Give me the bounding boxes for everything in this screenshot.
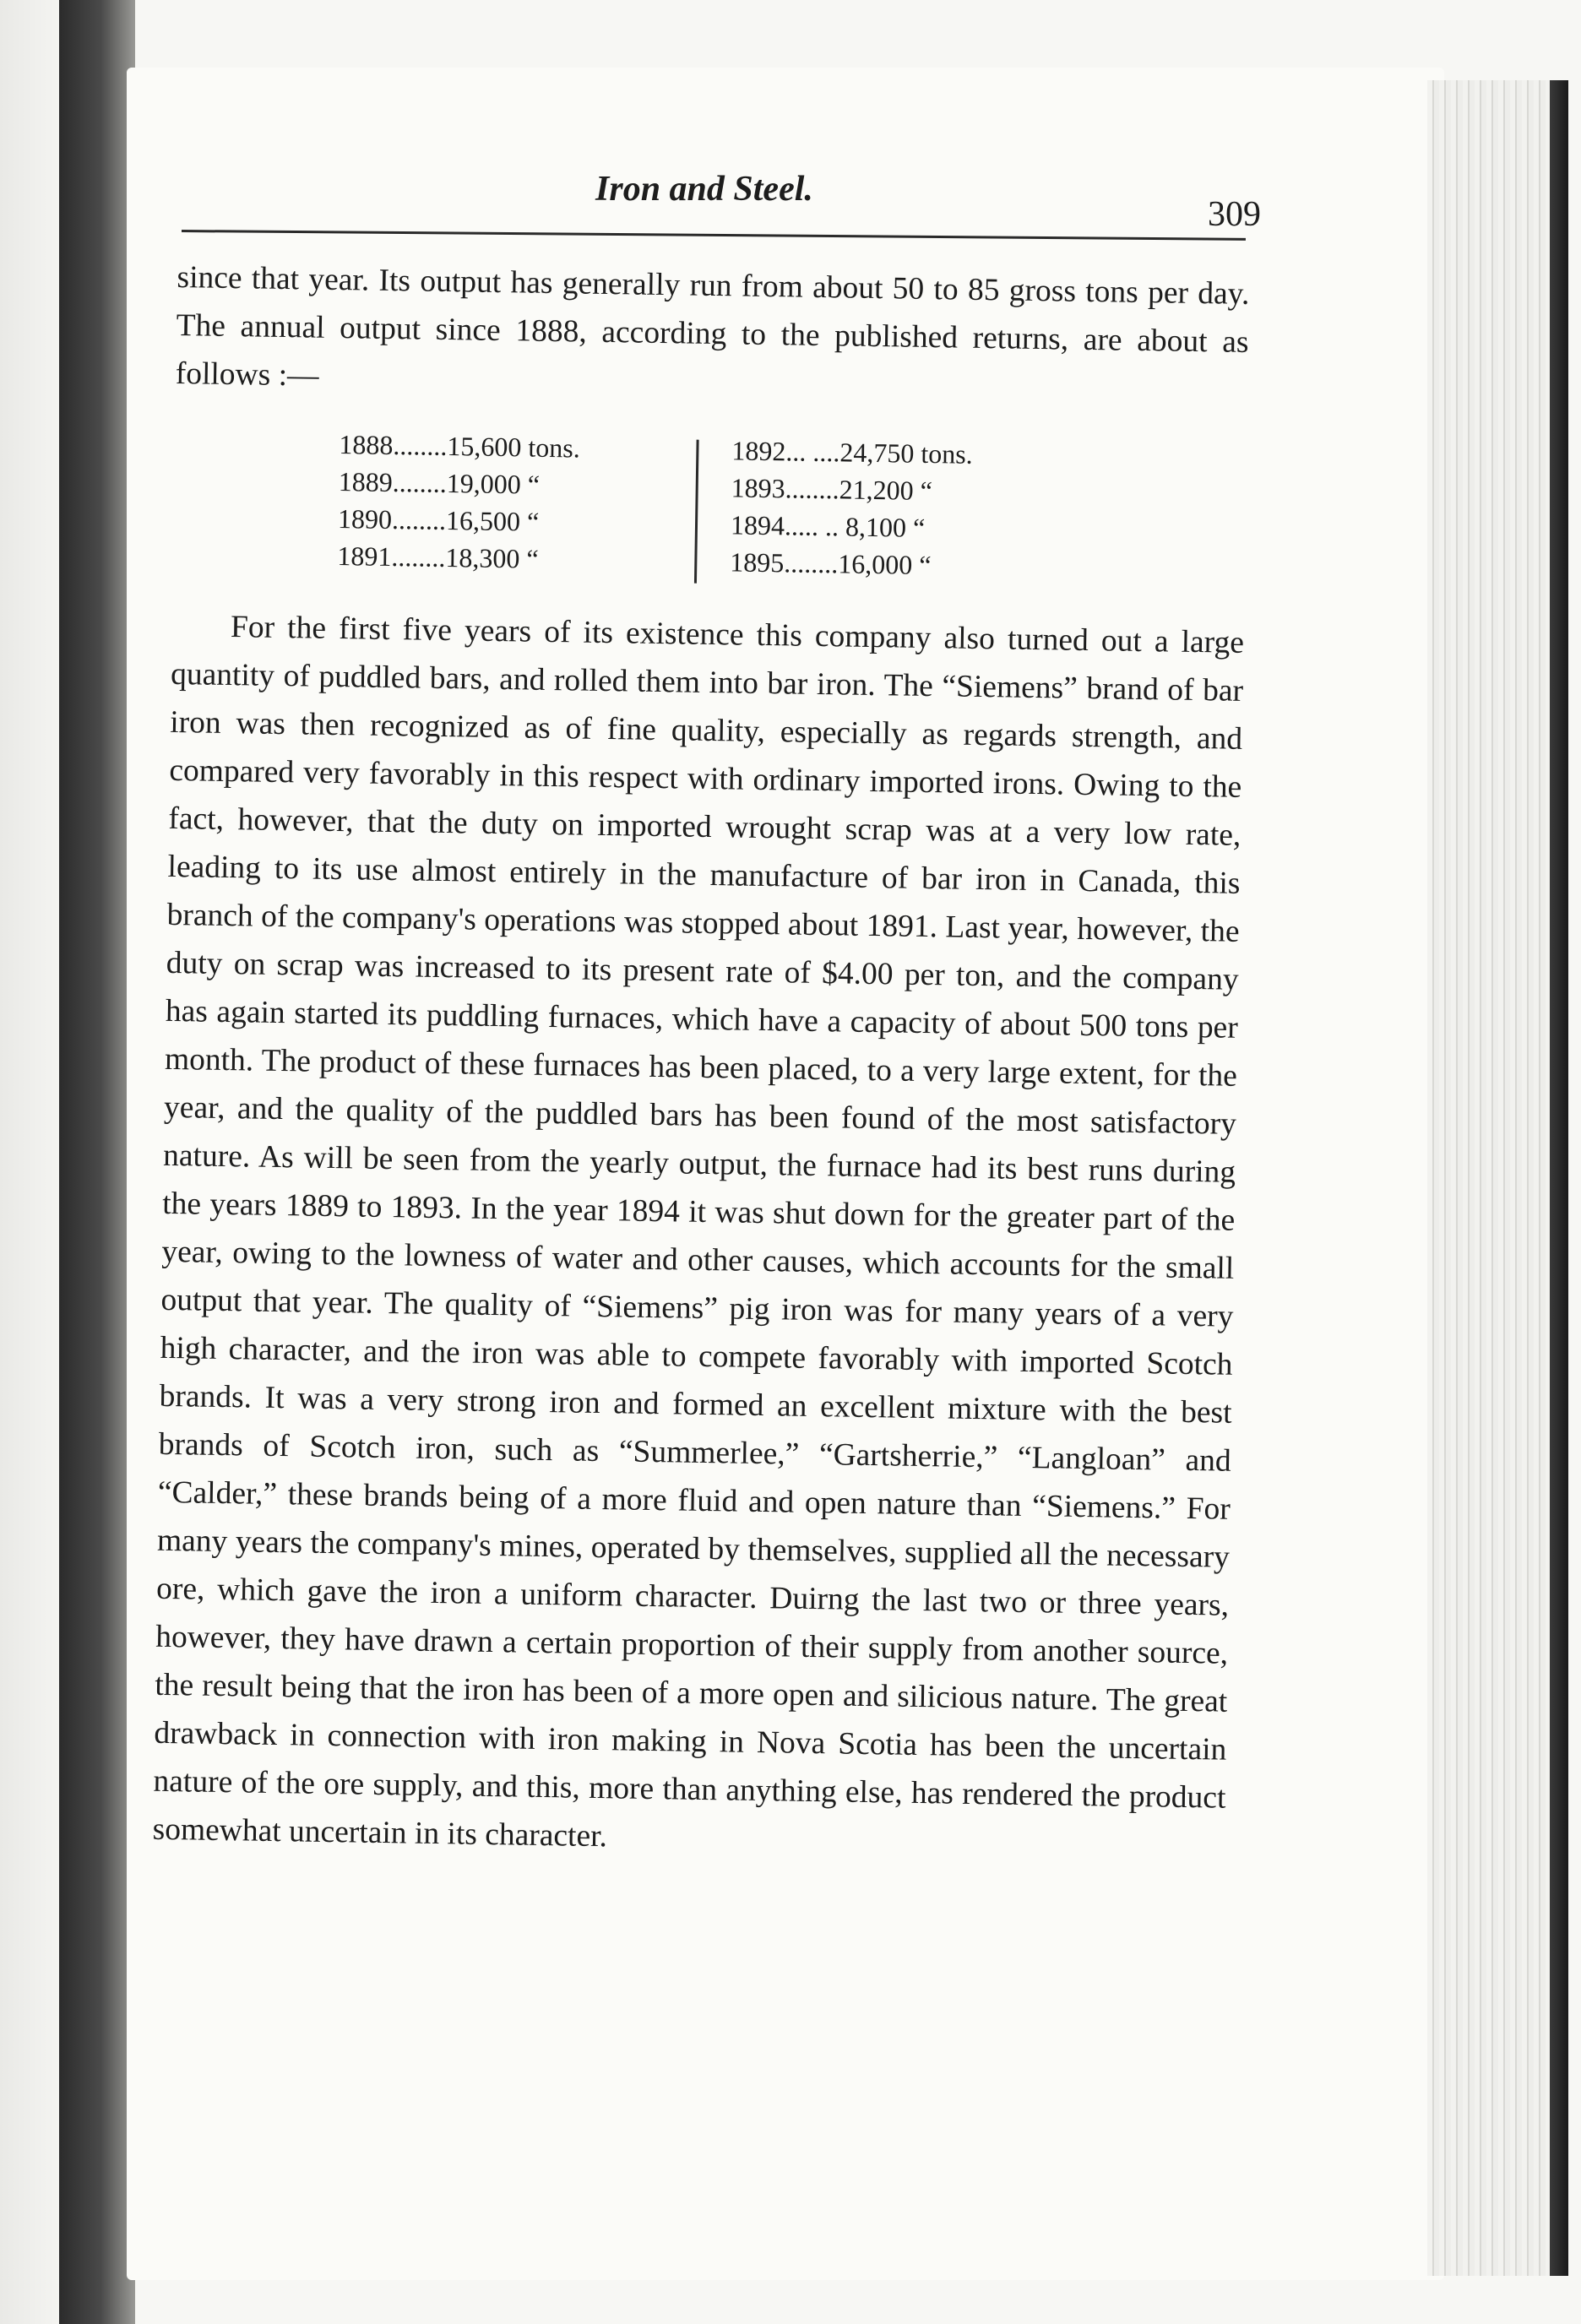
table-row-text: 1891........18,300 “ (337, 540, 539, 574)
table-row (337, 537, 579, 578)
body-paragraph: For the first five years of its existence this company also turned out a large quantity of puddled bars, and rolled them into bar iron. The “Siemens” brand of bar iron was then recognized as of fine quality, especially as regards strength, and compared very favorably in this respect with ordinary imported irons. Owing to the fact, however, that the duty on imported wrought scrap was at a very low rate, leading to its use almost entirely in the manufacture of bar iron in Canada, this branch of the company's operations was stopped about 1891. Last year, however, the duty on scrap was increased to its present rate of $4.00 per ton, and the company has again started its puddling furnaces, which have a capacity of about 500 tons per month. The product of these furnaces has been placed, to a very large extent, for the year, and the quality of the puddled bars has been found of the most satisfactory nature. As will be seen from the yearly output, the furnace had its best runs during the years 1889 to 1893. In the year 1894 it was shut down for the greater part of the year, owing to the lowness of water and other causes, which accounts for the small output that year. The quality of “Siemens” pig iron was for many years of a very high character, and the iron was able to compete favorably with imported Scotch brands. It was a very strong iron and formed an excellent mixture with the best brands of Scotch iron, such as “Summerlee,” “Gartsherrie,” “Langloan” and “Calder,” these brands being of a more fluid and open nature than “Siemens.” For many years the company's mines, operated by themselves, supplied all the necessary ore, which gave the iron a uniform character. Duirng the last two or three years, however, they have drawn a certain proportion of their supply from another source, the result being that the iron has been of a more open and silicious nature. The great drawback in connection with iron making in Nova Scotia has been the uncertain nature of the ore supply, and this, more than anything else, has rendered the product somewhat uncertain in its character. (152, 610, 1245, 1854)
table-row (339, 426, 580, 466)
book-cover-edge (1550, 80, 1568, 2276)
page-edges (1427, 80, 1554, 2276)
table-row-text: 1893........21,200 “ (731, 472, 933, 507)
table-row-text: 1888........15,600 tons. (339, 429, 581, 464)
annual-output-table (172, 423, 1247, 600)
table-row (338, 500, 579, 540)
table-row-text: 1890........16,500 “ (337, 503, 540, 537)
output-column-right (730, 432, 973, 584)
table-row-text: 1895........16,000 “ (730, 546, 932, 581)
table-row (338, 463, 579, 503)
intro-paragraph: since that year. Its output has generally run from about 50 to 85 gross tons per day. The annual output since 1888, according to the published returns, are about as follows :— (175, 259, 1250, 394)
output-column-left (337, 426, 580, 578)
text-block (152, 253, 1250, 1871)
table-row-text: 1889........19,000 “ (338, 466, 541, 500)
table-row-text: 1894..... .. 8,100 “ (730, 509, 926, 543)
table-row (730, 543, 971, 584)
table-row (731, 469, 972, 509)
running-title: Iron and Steel. (595, 170, 813, 209)
table-row (731, 506, 972, 546)
page-number: 309 (1208, 195, 1261, 234)
table-row-text: 1892... ....24,750 tons. (731, 435, 974, 470)
table-row (731, 432, 973, 472)
table-divider (694, 440, 699, 584)
book-gutter (59, 0, 135, 2324)
page-header (182, 169, 1279, 236)
facing-page-edge (0, 0, 59, 2324)
